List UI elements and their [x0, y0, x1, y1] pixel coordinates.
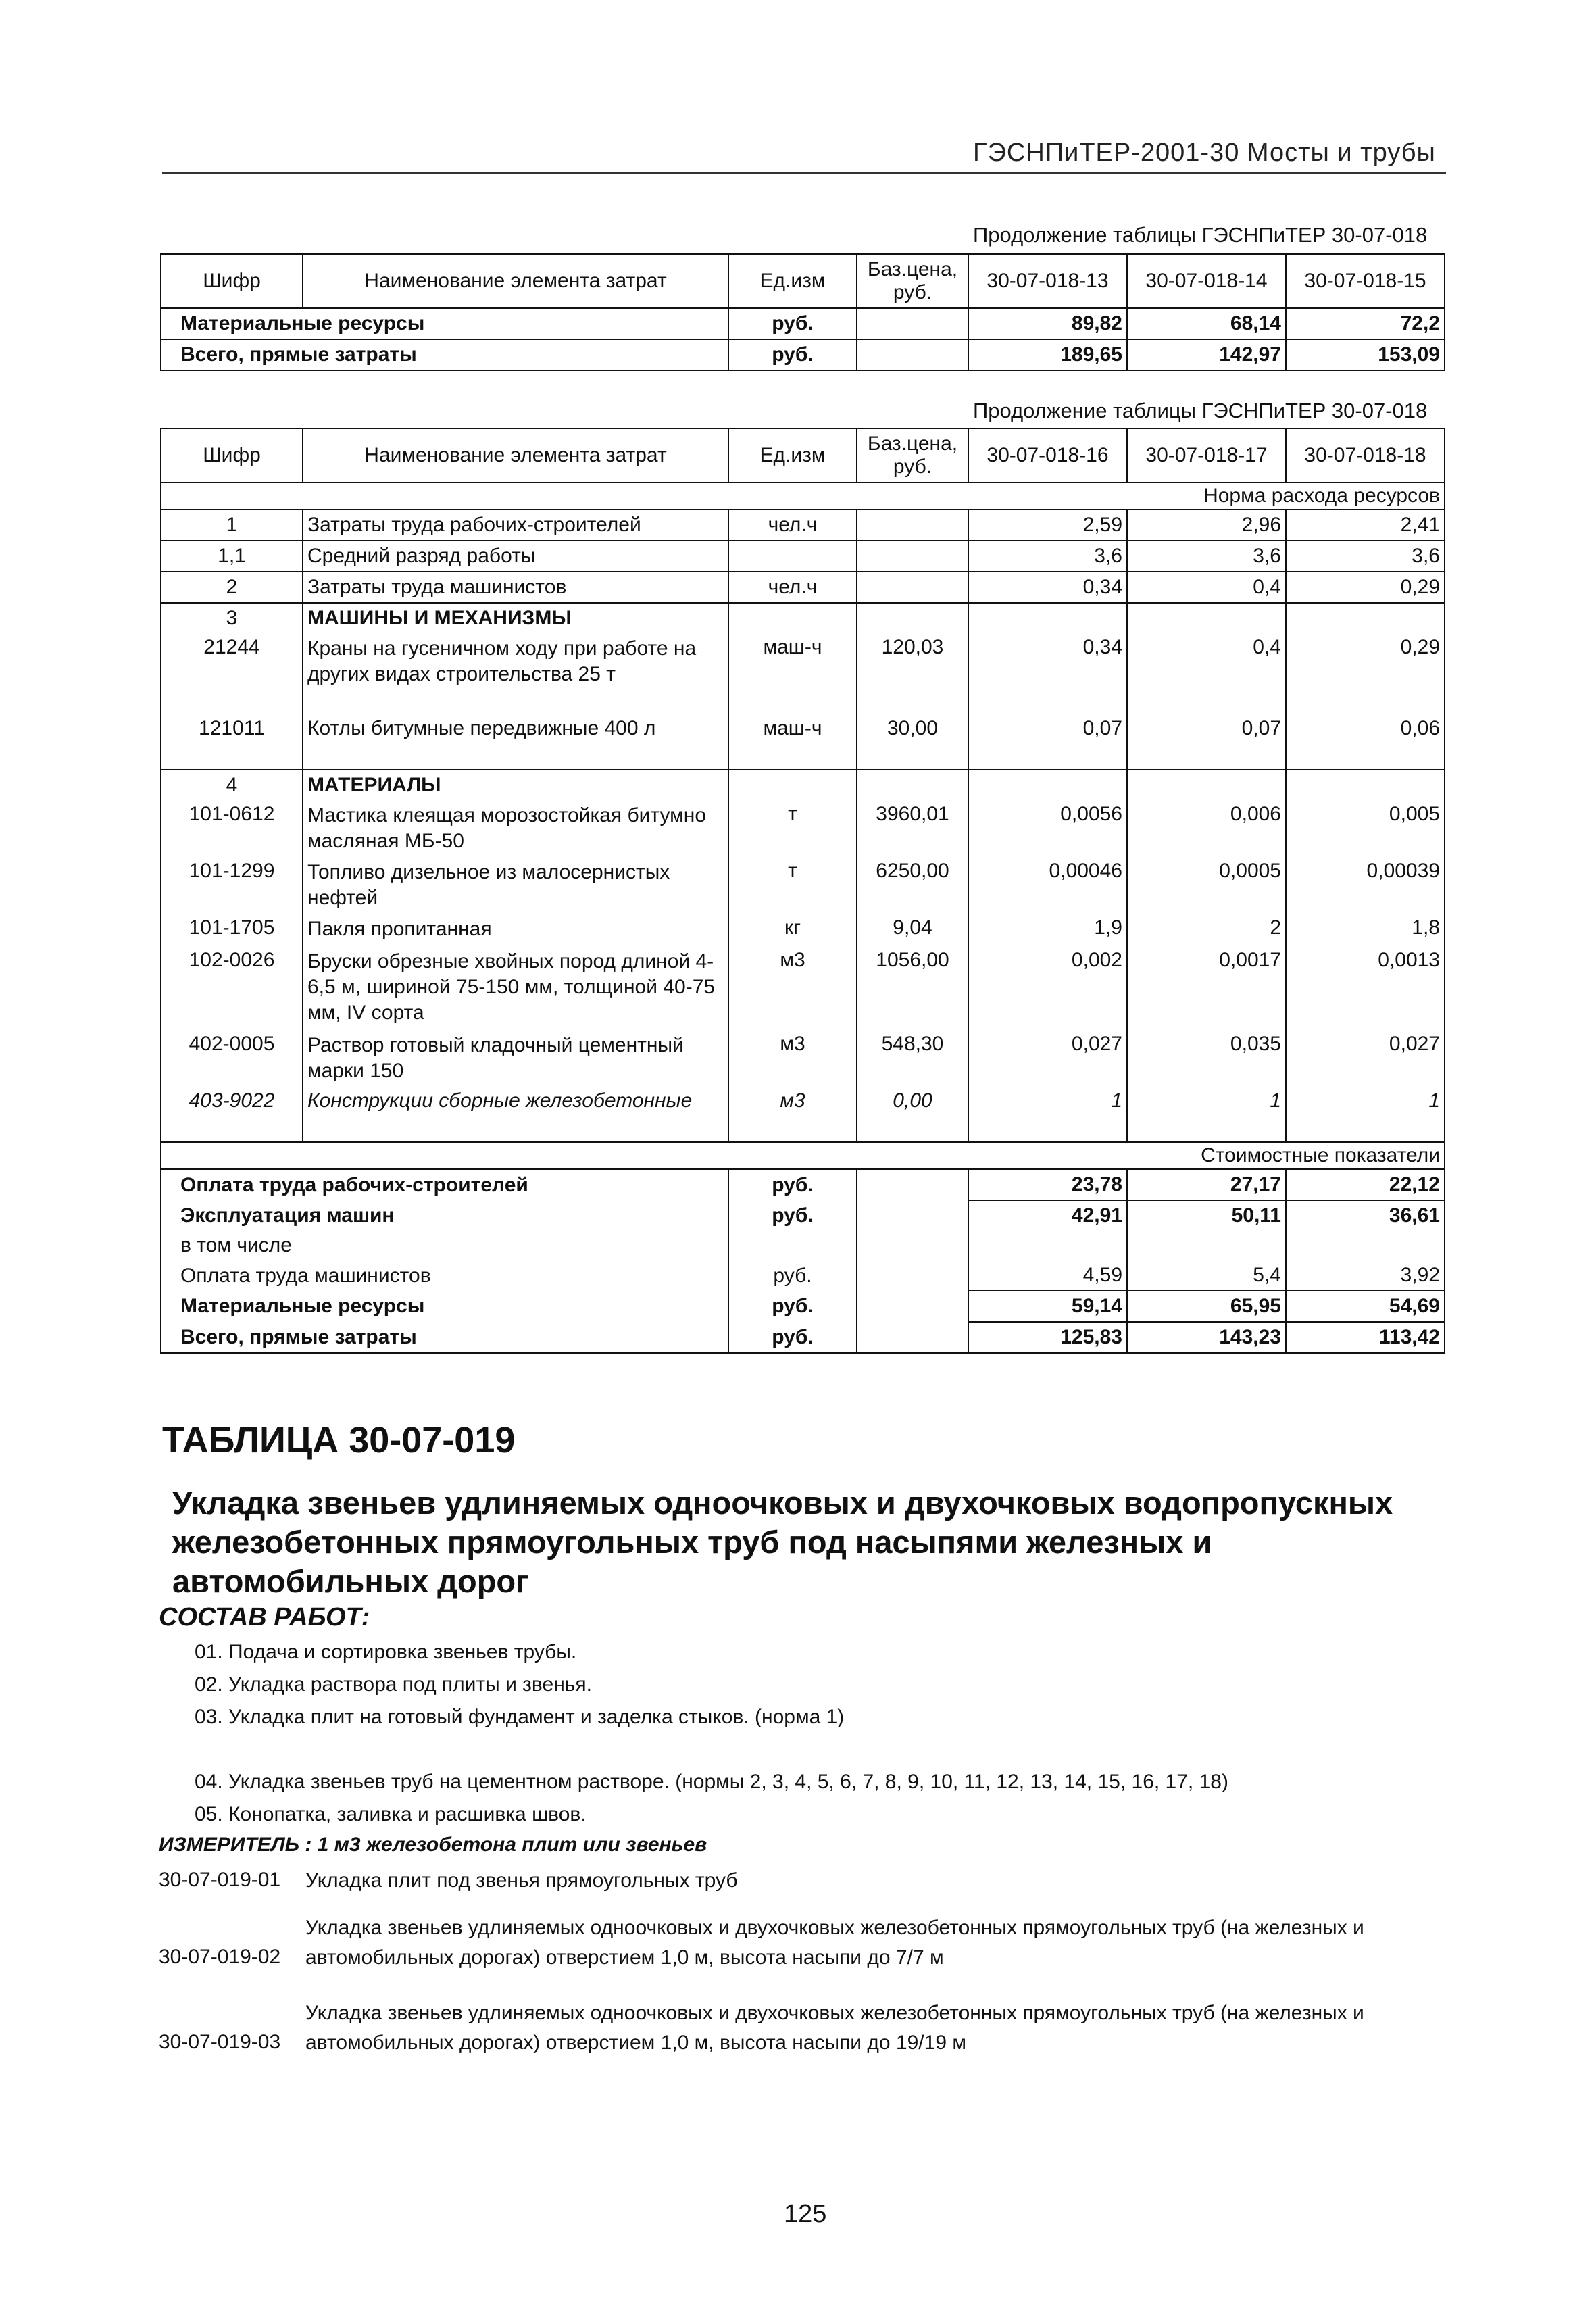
- table-row: [161, 857, 1445, 914]
- value-cell: 0,005: [1286, 800, 1445, 857]
- value-cell: 2,41: [1286, 510, 1445, 541]
- table-row: [161, 541, 1445, 572]
- value-cell: 0,027: [968, 1030, 1127, 1087]
- table-row: [161, 1200, 1445, 1231]
- col-header: Баз.цена, руб.: [857, 254, 968, 308]
- norm-code: 30-07-019-02: [159, 1946, 281, 1968]
- table-row: [161, 946, 1445, 1030]
- name-cell: Котлы битумные передвижные 400 л: [303, 714, 728, 770]
- value-cell: 5,4: [1127, 1260, 1286, 1291]
- table-row: [161, 308, 1445, 339]
- unit-cell: чел.ч: [728, 572, 857, 603]
- name-cell: Раствор готовый кладочный цементный марки 150: [303, 1030, 728, 1087]
- price-cell: 3960,01: [857, 800, 968, 857]
- empty-cell: [857, 603, 968, 633]
- value-cell: 1: [1286, 1087, 1445, 1142]
- value-cell: 0,34: [968, 572, 1127, 603]
- value-cell: 23,78: [968, 1169, 1127, 1200]
- value-cell: 0,00039: [1286, 857, 1445, 914]
- table-row: [161, 572, 1445, 603]
- col-header: Ед.изм: [728, 254, 857, 308]
- price-cell: [857, 1231, 968, 1260]
- value-cell: 22,12: [1286, 1169, 1445, 1200]
- norm-description: Укладка плит под звенья прямоугольных труб: [305, 1869, 738, 1892]
- unit-cell: руб.: [728, 1200, 857, 1231]
- value-cell: 42,91: [968, 1200, 1127, 1231]
- unit-cell: кг: [728, 914, 857, 946]
- table1-header-row: [161, 254, 1445, 308]
- value-cell: 72,2: [1286, 308, 1445, 339]
- table-row: [161, 1087, 1445, 1142]
- col-header: Наименование элемента затрат: [303, 254, 728, 308]
- code-cell: 2: [161, 572, 303, 603]
- norm-code: 30-07-019-03: [159, 2031, 281, 2053]
- value-cell: 0,06: [1286, 714, 1445, 770]
- price-cell: 120,03: [857, 633, 968, 714]
- value-cell: 153,09: [1286, 339, 1445, 370]
- name-cell: Затраты труда машинистов: [303, 572, 728, 603]
- running-title: ГЭСНПиТЕР-2001-30 Мосты и трубы: [973, 139, 1436, 167]
- value-cell: 0,34: [968, 633, 1127, 714]
- work-step: 01. Подача и сортировка звеньев трубы.: [195, 1641, 577, 1663]
- name-cell: Топливо дизельное из малосернистых нефтей: [303, 857, 728, 914]
- value-cell: 54,69: [1286, 1291, 1445, 1322]
- value-cell: 59,14: [968, 1291, 1127, 1322]
- unit-cell: руб.: [728, 1169, 857, 1200]
- value-cell: 27,17: [1127, 1169, 1286, 1200]
- table2-header-row: [161, 428, 1445, 483]
- table-row: [161, 1260, 1445, 1291]
- row-label: Материальные ресурсы: [161, 1291, 728, 1322]
- value-cell: 50,11: [1127, 1200, 1286, 1231]
- col-header: 30-07-018-14: [1127, 254, 1286, 308]
- name-cell: Пакля пропитанная: [303, 914, 728, 946]
- norm-label: Норма расхода ресурсов: [161, 483, 1445, 510]
- price-cell: [857, 541, 968, 572]
- price-cell: [857, 510, 968, 541]
- name-cell: Затраты труда рабочих-строителей: [303, 510, 728, 541]
- name-cell: Бруски обрезные хвойных пород длиной 4-6,5 м, шириной 75-150 мм, толщиной 40-75 мм, IV сорта: [303, 946, 728, 1030]
- price-cell: 1056,00: [857, 946, 968, 1030]
- row-label: Эксплуатация машин: [161, 1200, 728, 1231]
- name-cell: Краны на гусеничном ходу при работе на других видах строительства 25 т: [303, 633, 728, 714]
- code-cell: 102-0026: [161, 946, 303, 1030]
- price-cell: [857, 1322, 968, 1353]
- price-cell: [857, 1260, 968, 1291]
- price-cell: [857, 339, 968, 370]
- unit-cell: [728, 541, 857, 572]
- value-cell: 0,006: [1127, 800, 1286, 857]
- table2: [160, 428, 1445, 1354]
- value-cell: 3,92: [1286, 1260, 1445, 1291]
- col-header: Баз.цена, руб.: [857, 428, 968, 483]
- empty-cell: [1127, 770, 1286, 800]
- value-cell: 0,07: [968, 714, 1127, 770]
- value-cell: 0,035: [1127, 1030, 1286, 1087]
- value-cell: 0,29: [1286, 633, 1445, 714]
- value-cell: [968, 1231, 1127, 1260]
- norm-description: Укладка звеньев удлиняемых одноочковых и двухочковых железобетонных прямоугольных труб (на железных и автомобильных дорогах) отверстием 1,0 м, высота насыпи до 7/7 м: [305, 1917, 1364, 1969]
- name-cell: Мастика клеящая морозостойкая битумно масляная МБ-50: [303, 800, 728, 857]
- price-cell: 30,00: [857, 714, 968, 770]
- col-header: Наименование элемента затрат: [303, 428, 728, 483]
- value-cell: 68,14: [1127, 308, 1286, 339]
- value-cell: 0,0056: [968, 800, 1127, 857]
- name-cell: Конструкции сборные железобетонные: [303, 1087, 728, 1142]
- price-cell: [857, 1291, 968, 1322]
- row-label: Материальные ресурсы: [161, 308, 728, 339]
- empty-cell: [1286, 603, 1445, 633]
- row-label: Всего, прямые затраты: [161, 339, 728, 370]
- value-cell: 0,00046: [968, 857, 1127, 914]
- price-cell: 6250,00: [857, 857, 968, 914]
- table-row: [161, 800, 1445, 857]
- unit-cell: маш-ч: [728, 714, 857, 770]
- row-label: Оплата труда рабочих-строителей: [161, 1169, 728, 1200]
- norm-label-row: [161, 483, 1445, 510]
- value-cell: 89,82: [968, 308, 1127, 339]
- price-cell: [857, 308, 968, 339]
- table2-caption: Продолжение таблицы ГЭСНПиТЕР 30-07-018: [973, 399, 1428, 422]
- code-cell: 402-0005: [161, 1030, 303, 1087]
- empty-cell: [1127, 603, 1286, 633]
- price-cell: [857, 1169, 968, 1200]
- empty-cell: [857, 770, 968, 800]
- unit-cell: т: [728, 857, 857, 914]
- value-cell: 189,65: [968, 339, 1127, 370]
- name-cell: Средний разряд работы: [303, 541, 728, 572]
- value-cell: 36,61: [1286, 1200, 1445, 1231]
- empty-cell: [968, 770, 1127, 800]
- work-step: 02. Укладка раствора под плиты и звенья.: [195, 1673, 592, 1696]
- value-cell: 0,4: [1127, 572, 1286, 603]
- row-label: Всего, прямые затраты: [161, 1322, 728, 1353]
- unit-cell: м3: [728, 1030, 857, 1087]
- work-step: 03. Укладка плит на готовый фундамент и заделка стыков. (норма 1): [195, 1706, 845, 1728]
- composition-title: СОСТАВ РАБОТ:: [159, 1603, 370, 1631]
- table-row: [161, 1169, 1445, 1200]
- col-header: 30-07-018-15: [1286, 254, 1445, 308]
- table-row: [161, 914, 1445, 946]
- section-heading: МАШИНЫ И МЕХАНИЗМЫ: [303, 603, 728, 633]
- code-cell: 3: [161, 603, 303, 633]
- value-cell: 142,97: [1127, 339, 1286, 370]
- table-row: [161, 1291, 1445, 1322]
- code-cell: 101-1299: [161, 857, 303, 914]
- code-cell: 121011: [161, 714, 303, 770]
- price-cell: 548,30: [857, 1030, 968, 1087]
- unit-cell: руб.: [728, 339, 857, 370]
- code-cell: 1: [161, 510, 303, 541]
- code-cell: 1,1: [161, 541, 303, 572]
- value-cell: 0,0017: [1127, 946, 1286, 1030]
- table-row: [161, 714, 1445, 770]
- value-cell: 3,6: [1127, 541, 1286, 572]
- unit-cell: м3: [728, 946, 857, 1030]
- unit-cell: м3: [728, 1087, 857, 1142]
- table-row: [161, 1322, 1445, 1353]
- col-header: 30-07-018-17: [1127, 428, 1286, 483]
- col-header: Шифр: [161, 254, 303, 308]
- code-cell: 4: [161, 770, 303, 800]
- empty-cell: [728, 770, 857, 800]
- cost-label: Стоимостные показатели: [161, 1142, 1445, 1169]
- work-step: 04. Укладка звеньев труб на цементном растворе. (нормы 2, 3, 4, 5, 6, 7, 8, 9, 10, 11, 12, 13, 14, 15, 16, 17, 18): [195, 1771, 1228, 1793]
- empty-cell: [968, 603, 1127, 633]
- value-cell: 0,002: [968, 946, 1127, 1030]
- value-cell: 0,0005: [1127, 857, 1286, 914]
- value-cell: [1286, 1231, 1445, 1260]
- section-heading: МАТЕРИАЛЫ: [303, 770, 728, 800]
- price-cell: 9,04: [857, 914, 968, 946]
- value-cell: 0,29: [1286, 572, 1445, 603]
- value-cell: 1,9: [968, 914, 1127, 946]
- unit-cell: руб.: [728, 308, 857, 339]
- col-header: Ед.изм: [728, 428, 857, 483]
- row-label: в том числе: [161, 1231, 728, 1260]
- value-cell: 0,4: [1127, 633, 1286, 714]
- unit-cell: чел.ч: [728, 510, 857, 541]
- value-cell: 3,6: [968, 541, 1127, 572]
- value-cell: 0,027: [1286, 1030, 1445, 1087]
- measure-unit: ИЗМЕРИТЕЛЬ : 1 м3 железобетона плит или звеньев: [159, 1833, 707, 1856]
- value-cell: 2: [1127, 914, 1286, 946]
- table-row: [161, 339, 1445, 370]
- work-step: 05. Конопатка, заливка и расшивка швов.: [195, 1803, 587, 1825]
- table-row: [161, 1231, 1445, 1260]
- empty-cell: [728, 603, 857, 633]
- value-cell: 0,0013: [1286, 946, 1445, 1030]
- value-cell: 113,42: [1286, 1322, 1445, 1353]
- col-header: 30-07-018-18: [1286, 428, 1445, 483]
- unit-cell: руб.: [728, 1260, 857, 1291]
- table-row: [161, 1030, 1445, 1087]
- value-cell: 0,07: [1127, 714, 1286, 770]
- empty-cell: [1286, 770, 1445, 800]
- value-cell: 1: [968, 1087, 1127, 1142]
- code-cell: 403-9022: [161, 1087, 303, 1142]
- unit-cell: т: [728, 800, 857, 857]
- table-row: [161, 510, 1445, 541]
- norm-description: Укладка звеньев удлиняемых одноочковых и двухочковых железобетонных прямоугольных труб (на железных и автомобильных дорогах) отверстием 1,0 м, высота насыпи до 19/19 м: [305, 2002, 1364, 2054]
- value-cell: 65,95: [1127, 1291, 1286, 1322]
- code-cell: 21244: [161, 633, 303, 714]
- value-cell: 3,6: [1286, 541, 1445, 572]
- price-cell: 0,00: [857, 1087, 968, 1142]
- value-cell: 1: [1127, 1087, 1286, 1142]
- table1: [160, 253, 1445, 371]
- table1-caption: Продолжение таблицы ГЭСНПиТЕР 30-07-018: [973, 223, 1428, 247]
- unit-cell: руб.: [728, 1291, 857, 1322]
- value-cell: 143,23: [1127, 1322, 1286, 1353]
- value-cell: 4,59: [968, 1260, 1127, 1291]
- norm-code: 30-07-019-01: [159, 1869, 281, 1891]
- row-label: Оплата труда машинистов: [161, 1260, 728, 1291]
- section-title: ТАБЛИЦА 30-07-019: [162, 1420, 516, 1460]
- value-cell: 2,59: [968, 510, 1127, 541]
- code-cell: 101-1705: [161, 914, 303, 946]
- section-heading-row: [161, 770, 1445, 800]
- cost-label-row: [161, 1142, 1445, 1169]
- code-cell: 101-0612: [161, 800, 303, 857]
- price-cell: [857, 1200, 968, 1231]
- section-subtitle: Укладка звеньев удлиняемых одноочковых и двухочковых водопропускных железобетонных прямоугольных труб под насыпями железных и автомобильных дорог: [172, 1485, 1393, 1599]
- header-rule: [162, 172, 1446, 174]
- unit-cell: руб.: [728, 1322, 857, 1353]
- table-row: [161, 633, 1445, 714]
- section-heading-row: [161, 603, 1445, 633]
- value-cell: 1,8: [1286, 914, 1445, 946]
- unit-cell: маш-ч: [728, 633, 857, 714]
- col-header: 30-07-018-13: [968, 254, 1127, 308]
- value-cell: 2,96: [1127, 510, 1286, 541]
- value-cell: 125,83: [968, 1322, 1127, 1353]
- page-number: 125: [784, 2200, 827, 2228]
- price-cell: [857, 572, 968, 603]
- col-header: 30-07-018-16: [968, 428, 1127, 483]
- unit-cell: [728, 1231, 857, 1260]
- col-header: Шифр: [161, 428, 303, 483]
- value-cell: [1127, 1231, 1286, 1260]
